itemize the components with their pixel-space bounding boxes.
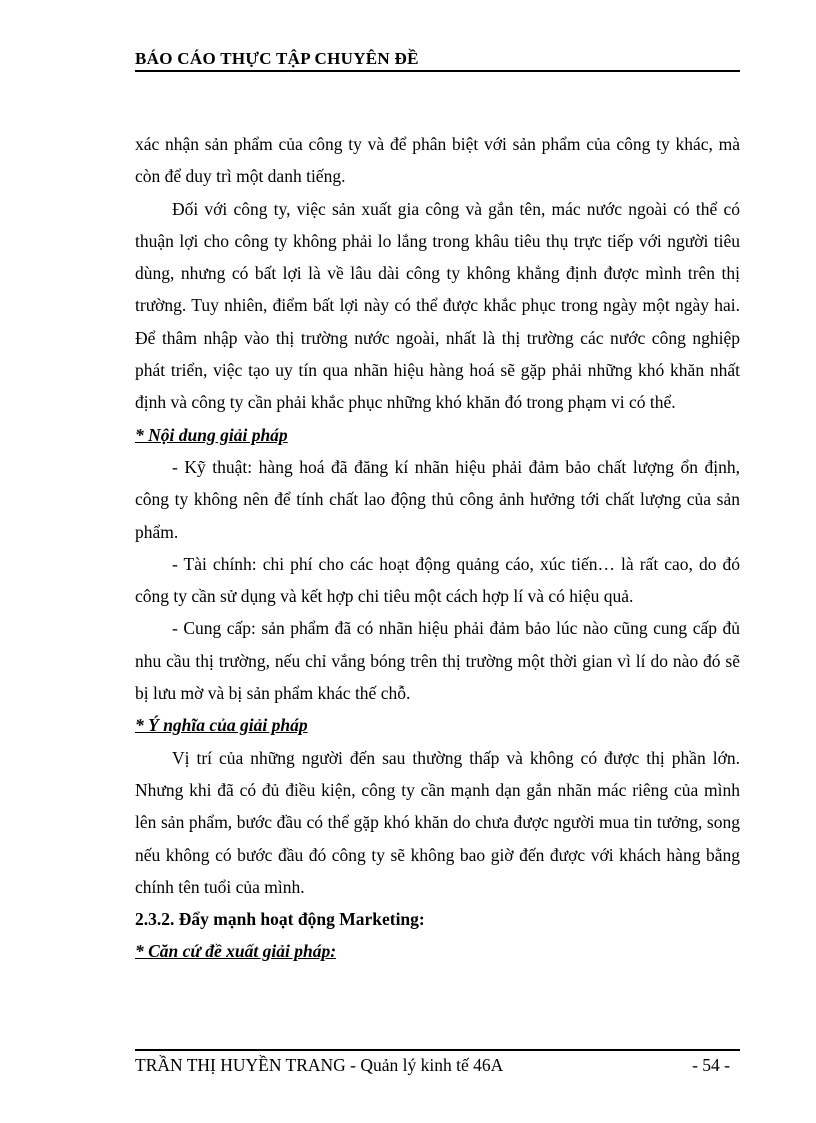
header-title: BÁO CÁO THỰC TẬP CHUYÊN ĐỀ bbox=[135, 49, 419, 68]
document-body bbox=[135, 128, 740, 968]
page-number: - 54 - bbox=[692, 1055, 730, 1075]
paragraph-advantages: Đối với công ty, việc sản xuất gia công và gắn tên, mác nước ngoài có thể có thuận lợi cho công ty không phải lo lắng trong khâu tiêu thụ trực tiếp với người tiêu dùng, nhưng có bất lợi là về lâu dài công ty không khẳng định được mình trên thị trường. Tuy nhiên, điểm bất lợi này có thể được khắc phục trong ngày một ngày hai. Để thâm nhập vào thị trường nước ngoài, nhất là thị trường các nước công nghiệp phát triển, việc tạo uy tín qua nhãn hiệu hàng hoá sẽ gặp phải những khó khăn nhất định và công ty cần phải khắc phục những khó khăn đó trong phạm vi có thể. bbox=[135, 198, 740, 413]
paragraph-financial: - Tài chính: chi phí cho các hoạt động quảng cáo, xúc tiến… là rất cao, do đó công ty cần sử dụng và kết hợp chi tiêu một cách hợp lí và có hiệu quả. bbox=[135, 553, 740, 607]
heading-solution-meaning: * Ý nghĩa của giải pháp bbox=[135, 715, 308, 736]
heading-basis: * Căn cứ đề xuất giải pháp: bbox=[135, 941, 337, 962]
heading-solution-content: * Nội dung giải pháp bbox=[135, 424, 288, 445]
paragraph-continuation: xác nhận sản phẩm của công ty và để phân biệt với sản phẩm của công ty khác, mà còn để duy trì một danh tiếng. bbox=[135, 134, 740, 187]
paragraph-technical: - Kỹ thuật: hàng hoá đã đăng kí nhãn hiệu phải đảm bảo chất lượng ổn định, công ty không nên để tính chất lao động thủ công ảnh hưởng tới chất lượng của sản phẩm. bbox=[135, 456, 740, 542]
paragraph-supply: - Cung cấp: sản phẩm đã có nhãn hiệu phải đảm bảo lúc nào cũng cung cấp đủ nhu cầu thị trường, nếu chỉ vắng bóng trên thị trường một thời gian vì lí do nào đó sẽ bị lưu mờ và bị sản phẩm khác thế chỗ. bbox=[135, 618, 740, 704]
section-heading-marketing: 2.3.2. Đẩy mạnh hoạt động Marketing: bbox=[135, 909, 425, 930]
page-header bbox=[135, 46, 740, 72]
paragraph-meaning: Vị trí của những người đến sau thường thấp và không có được thị phần lớn. Nhưng khi đã có đủ điều kiện, công ty cần mạnh dạn gắn nhãn mác riêng của mình lên sản phẩm, bước đầu có thể gặp khó khăn do chưa được người mua tin tưởng, song nếu không có bước đầu đó công ty sẽ không bao giờ đến được với khách hàng bằng chính tên tuổi của mình. bbox=[135, 747, 740, 897]
footer-author: TRẦN THỊ HUYỀN TRANG - Quản lý kinh tế 46A bbox=[135, 1055, 504, 1075]
page-footer bbox=[135, 1049, 740, 1081]
